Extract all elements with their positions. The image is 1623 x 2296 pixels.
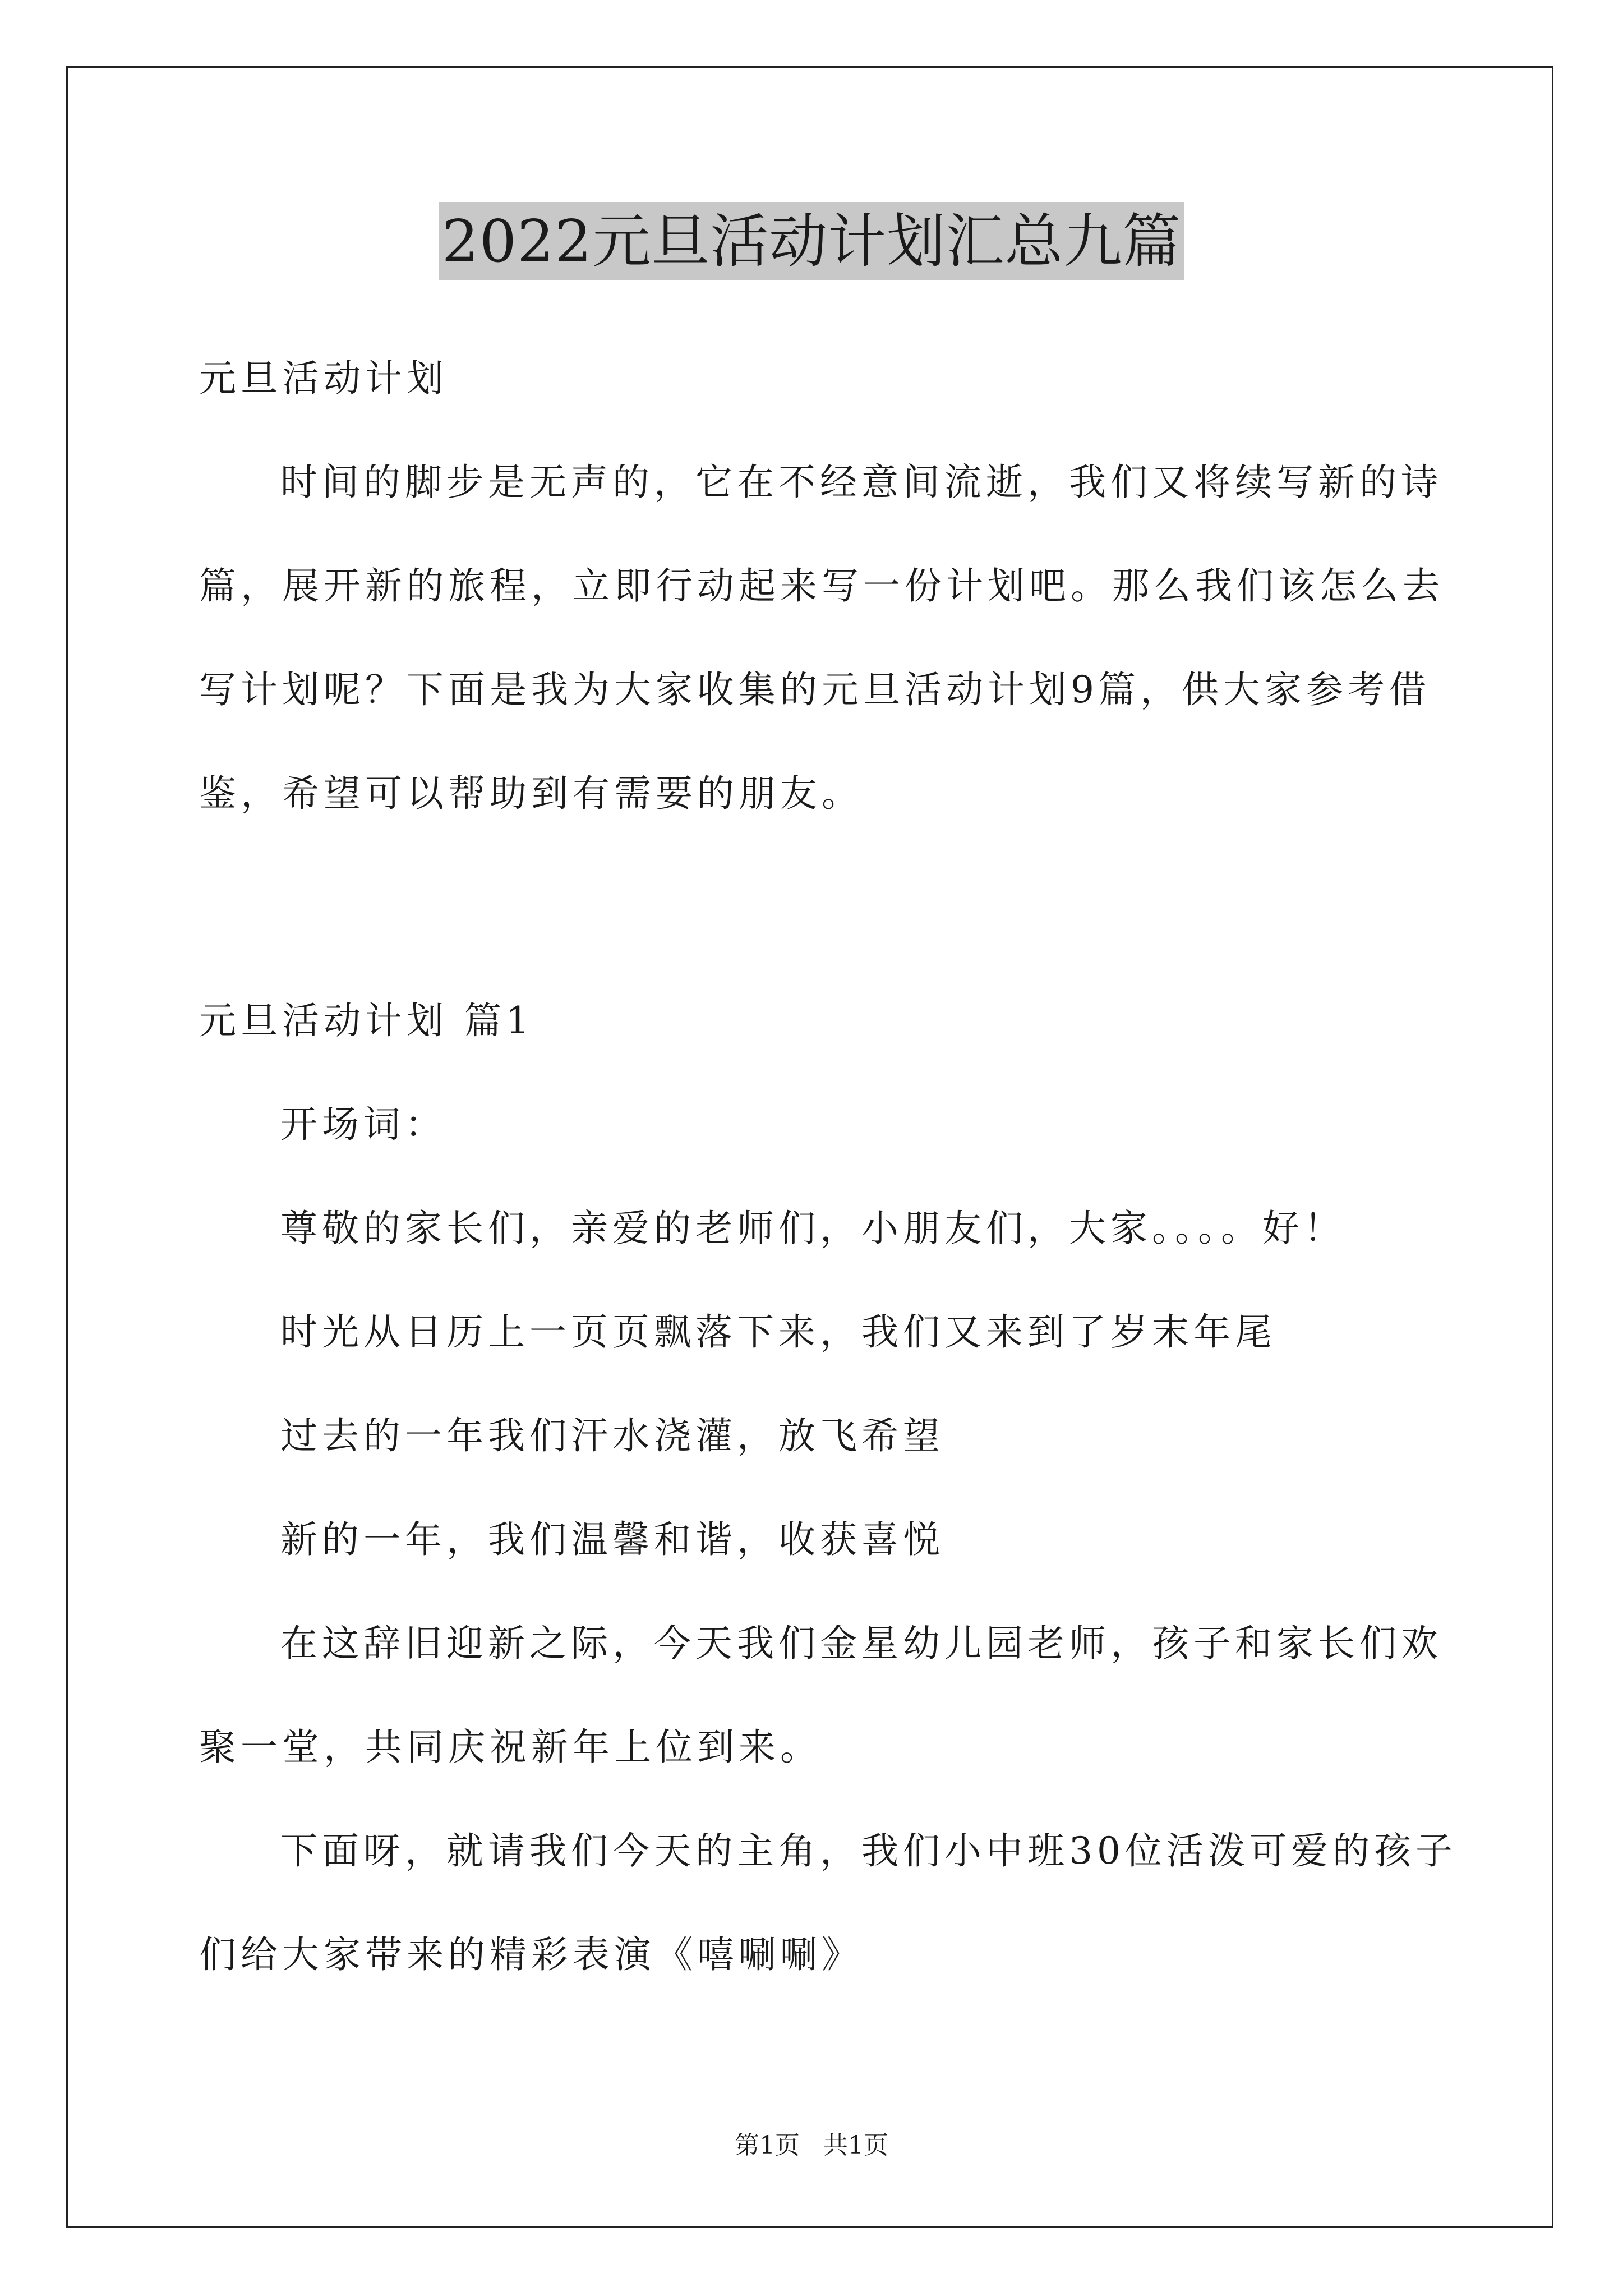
- paragraph-line: 开场词：: [280, 1103, 446, 1146]
- paragraph-line: 时间的脚步是无声的，它在不经意间流逝，我们又将续写新的诗: [280, 461, 1442, 504]
- document-title: 2022元旦活动计划汇总九篇: [439, 202, 1185, 280]
- section-heading: 元旦活动计划 篇1: [199, 999, 534, 1042]
- paragraph-line: 们给大家带来的精彩表演《嘻唰唰》: [199, 1933, 863, 1976]
- page-footer: 第1页 共1页: [735, 2131, 888, 2160]
- paragraph-line: 鉴，希望可以帮助到有需要的朋友。: [199, 772, 863, 815]
- paragraph-line: 新的一年，我们温馨和谐，收获喜悦: [280, 1518, 944, 1561]
- paragraph-line: 时光从日历上一页页飘落下来，我们又来到了岁末年尾: [280, 1310, 1276, 1354]
- paragraph-line: 尊敬的家长们，亲爱的老师们，小朋友们，大家。。。。好！: [280, 1207, 1345, 1250]
- title-container: [0, 202, 1623, 280]
- paragraph-line: 过去的一年我们汗水浇灌，放飞希望: [280, 1414, 944, 1457]
- paragraph-line: 在这辞旧迎新之际，今天我们金星幼儿园老师，孩子和家长们欢: [280, 1622, 1442, 1665]
- paragraph-line: 聚一堂，共同庆祝新年上位到来。: [199, 1726, 822, 1769]
- section-heading: 元旦活动计划: [199, 357, 448, 400]
- paragraph-line: 写计划呢？下面是我为大家收集的元旦活动计划9篇，供大家参考借: [199, 668, 1431, 711]
- paragraph-line: 篇，展开新的旅程，立即行动起来写一份计划吧。那么我们该怎么去: [199, 564, 1444, 608]
- paragraph-line: 下面呀，就请我们今天的主角，我们小中班30位活泼可爱的孩子: [280, 1829, 1457, 1872]
